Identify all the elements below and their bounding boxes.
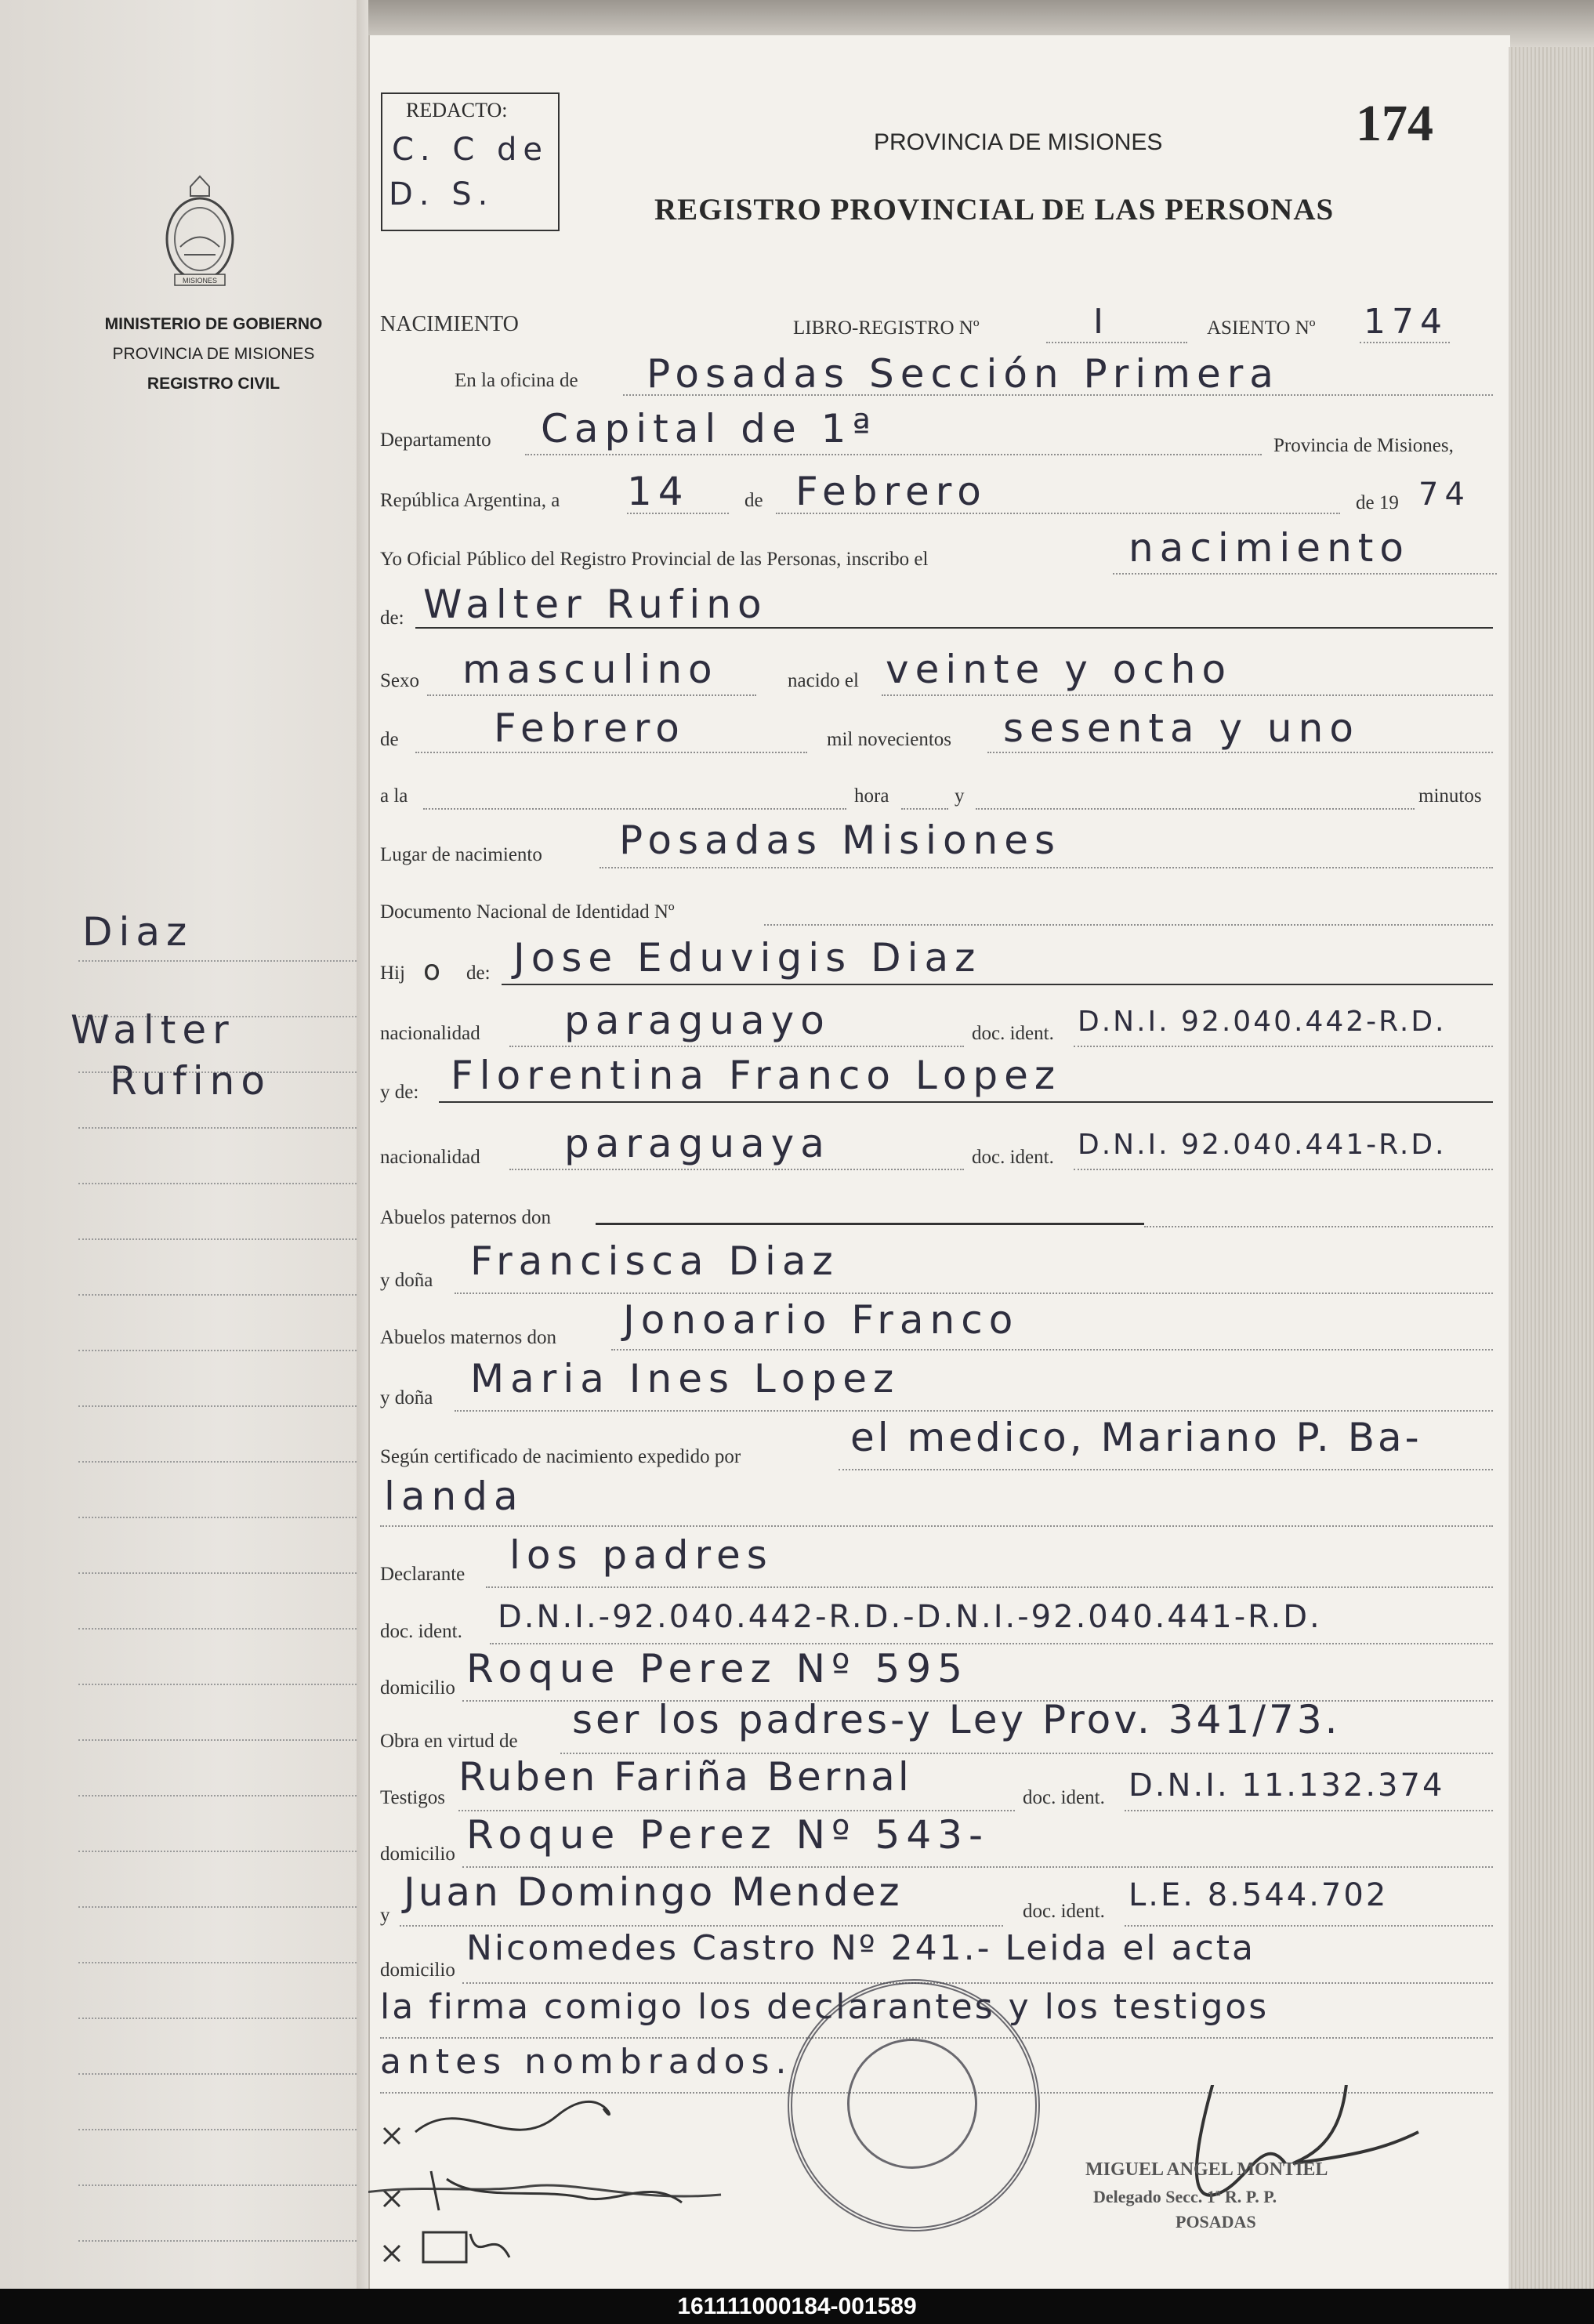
de-mes-label: de xyxy=(380,729,399,750)
abuelos-paternos-label: Abuelos paternos don xyxy=(380,1207,552,1228)
testigo2-doc-label: doc. ident. xyxy=(1023,1901,1105,1922)
hijo-label: Hij xyxy=(380,963,405,984)
padre-doc-value: D.N.I. 92.040.442-R.D. xyxy=(1078,1006,1447,1038)
padre-nac-value: paraguayo xyxy=(564,998,831,1043)
margin-rule xyxy=(78,2018,357,2019)
margin-rule xyxy=(78,960,357,962)
padre-value: Jose Eduvigis Diaz xyxy=(513,935,982,981)
testigo2-value: Juan Domingo Mendez xyxy=(404,1869,903,1915)
redacto-box xyxy=(381,92,560,231)
de-nombre-label: de: xyxy=(380,607,404,629)
margin-rule xyxy=(78,1795,357,1796)
abuela-mat-value: Maria Ines Lopez xyxy=(470,1356,900,1401)
madre-nac-value: paraguaya xyxy=(564,1121,831,1166)
testigos-label: Testigos xyxy=(380,1787,445,1808)
departamento-label: Departamento xyxy=(380,430,491,451)
minutos-label: minutos xyxy=(1418,785,1482,807)
nacimiento-label: NACIMIENTO xyxy=(380,312,519,336)
y-de-label: y de: xyxy=(380,1082,419,1103)
signatory-role: Delegado Secc. 1ª R. P. P. xyxy=(1093,2187,1277,2206)
margin-rule xyxy=(78,2073,357,2075)
lugar-label: Lugar de nacimiento xyxy=(380,844,542,865)
margin-rule xyxy=(78,1405,357,1407)
testigo1-doc-value: D.N.I. 11.132.374 xyxy=(1128,1767,1445,1804)
testigo1-dom-value: Roque Perez Nº 543- xyxy=(466,1812,989,1858)
margin-rule xyxy=(78,1851,357,1852)
libro-label: LIBRO-REGISTRO Nº xyxy=(793,317,980,339)
testigo1-dom-label: domicilio xyxy=(380,1844,455,1865)
abuelo-mat-value: Jonoario Franco xyxy=(623,1297,1020,1343)
margin-rule xyxy=(78,2129,357,2130)
obra-value: ser los padres-y Ley Prov. 341/73. xyxy=(572,1697,1341,1742)
redacto-label: REDACTO: xyxy=(406,99,508,121)
testigo2-doc-value: L.E. 8.544.702 xyxy=(1128,1877,1389,1913)
nacionalidad-padre-label: nacionalidad xyxy=(380,1023,480,1044)
margin-middle-name: Rufino xyxy=(110,1058,271,1104)
nombre-value: Walter Rufino xyxy=(423,582,768,627)
obra-label: Obra en virtud de xyxy=(380,1731,518,1752)
mil-label: mil novecientos xyxy=(827,729,951,750)
abuela-pat-value: Francisca Diaz xyxy=(470,1238,839,1284)
nacido-value: veinte y ocho xyxy=(886,647,1233,692)
declarante-value: los padres xyxy=(509,1532,773,1578)
mil-value: sesenta y uno xyxy=(1003,705,1360,751)
closing-line-2: antes nombrados. xyxy=(380,2042,793,2082)
header-province: PROVINCIA DE MISIONES xyxy=(874,129,1163,155)
provincia-label: Provincia de Misiones, xyxy=(1273,435,1454,456)
y-testigo-label: y xyxy=(380,1905,390,1926)
ministry-line1: MINISTERIO DE GOBIERNO xyxy=(104,315,323,333)
asiento-label: ASIENTO Nº xyxy=(1207,317,1316,339)
libro-value: I xyxy=(1093,302,1110,342)
margin-rule xyxy=(78,1127,357,1129)
sexo-label: Sexo xyxy=(380,670,419,691)
oficina-value: Posadas Sección Primera xyxy=(647,351,1280,397)
ministry-line2: PROVINCIA DE MISIONES xyxy=(112,345,315,363)
hijo-de-label: de: xyxy=(466,963,491,984)
anio-value: 74 xyxy=(1418,477,1471,513)
yo-label: Yo Oficial Público del Registro Provincial de las Personas, inscribo el xyxy=(380,549,929,570)
margin-rule xyxy=(78,1906,357,1908)
margin-rule xyxy=(78,1572,357,1574)
sexo-value: masculino xyxy=(462,647,719,692)
decl-doc-label: doc. ident. xyxy=(380,1621,462,1642)
provincial-seal-icon xyxy=(161,172,239,298)
republica-label: República Argentina, a xyxy=(380,490,560,511)
nacionalidad-madre-label: nacionalidad xyxy=(380,1147,480,1168)
testigo2-dom-value: Nicomedes Castro Nº 241.- Leida el acta xyxy=(466,1928,1256,1968)
signatures-icon xyxy=(368,2085,1509,2289)
doc-ident-padre-label: doc. ident. xyxy=(972,1023,1054,1044)
mes-value: Febrero xyxy=(795,469,987,514)
segun-label: Según certificado de nacimiento expedido por xyxy=(380,1446,741,1467)
segun-value-2: landa xyxy=(384,1474,524,1519)
margin-rule xyxy=(78,1739,357,1741)
doc-ident-madre-label: doc. ident. xyxy=(972,1147,1054,1168)
de-anio-label: de 19 xyxy=(1356,492,1399,513)
madre-value: Florentina Franco Lopez xyxy=(451,1053,1062,1098)
margin-rule xyxy=(78,2184,357,2186)
oficina-label: En la oficina de xyxy=(455,370,578,391)
left-page xyxy=(0,0,368,2289)
y-label: y xyxy=(955,785,965,807)
margin-rule xyxy=(78,1684,357,1685)
dia-value: 14 xyxy=(627,469,690,514)
testigo2-dom-label: domicilio xyxy=(380,1960,455,1981)
madre-doc-value: D.N.I. 92.040.441-R.D. xyxy=(1078,1129,1447,1161)
testigo1-doc-label: doc. ident. xyxy=(1023,1787,1105,1808)
margin-first-name: Walter xyxy=(71,1007,235,1053)
inscribo-value: nacimiento xyxy=(1128,525,1410,571)
redacto-line1: C. C de xyxy=(392,132,549,168)
abuelos-maternos-label: Abuelos maternos don xyxy=(380,1327,556,1348)
nac-mes-value: Febrero xyxy=(494,705,686,751)
margin-rule xyxy=(78,1238,357,1240)
page-number: 174 xyxy=(1356,95,1433,152)
signatory-name: MIGUEL ANGEL MONTIEL xyxy=(1085,2159,1328,2180)
header-title: REGISTRO PROVINCIAL DE LAS PERSONAS xyxy=(654,193,1335,227)
hora-label: hora xyxy=(854,785,889,807)
domicilio-value: Roque Perez Nº 595 xyxy=(466,1646,969,1691)
margin-surname: Diaz xyxy=(82,909,194,955)
signatory-city: POSADAS xyxy=(1176,2212,1256,2232)
hijo-suffix: o xyxy=(423,955,447,987)
dni-label: Documento Nacional de Identidad Nº xyxy=(380,901,675,923)
y-dona-mat-label: y doña xyxy=(380,1387,433,1409)
margin-rule xyxy=(78,1294,357,1296)
redacto-line2: D. S. xyxy=(389,176,495,212)
margin-rule xyxy=(78,1517,357,1518)
asiento-value: 174 xyxy=(1364,302,1448,342)
decl-doc-value: D.N.I.-92.040.442-R.D.-D.N.I.-92.040.441-R.D. xyxy=(498,1599,1322,1635)
segun-value: el medico, Mariano P. Ba- xyxy=(850,1415,1422,1460)
ministry-line3: REGISTRO CIVIL xyxy=(147,375,281,393)
svg-text:MISIONES: MISIONES xyxy=(182,277,218,285)
departamento-value: Capital de 1ª xyxy=(541,406,877,451)
y-dona-pat-label: y doña xyxy=(380,1270,433,1291)
nacido-label: nacido el xyxy=(788,670,859,691)
lugar-value: Posadas Misiones xyxy=(619,818,1062,863)
margin-rule xyxy=(78,2240,357,2242)
margin-rule xyxy=(78,1461,357,1463)
closing-line-1: la firma comigo los declarantes y los testigos xyxy=(380,1987,1270,2027)
margin-rule xyxy=(78,1962,357,1963)
footer-id: 161111000184-001589 xyxy=(0,2289,1594,2324)
declarante-label: Declarante xyxy=(380,1564,466,1585)
de-label: de xyxy=(744,490,763,511)
margin-rule xyxy=(78,1350,357,1351)
page-edges xyxy=(1509,47,1594,2289)
domicilio-label: domicilio xyxy=(380,1677,455,1699)
margin-rule xyxy=(78,1628,357,1630)
testigo1-value: Ruben Fariña Bernal xyxy=(458,1754,912,1800)
margin-rule xyxy=(78,1183,357,1184)
a-la-label: a la xyxy=(380,785,408,807)
